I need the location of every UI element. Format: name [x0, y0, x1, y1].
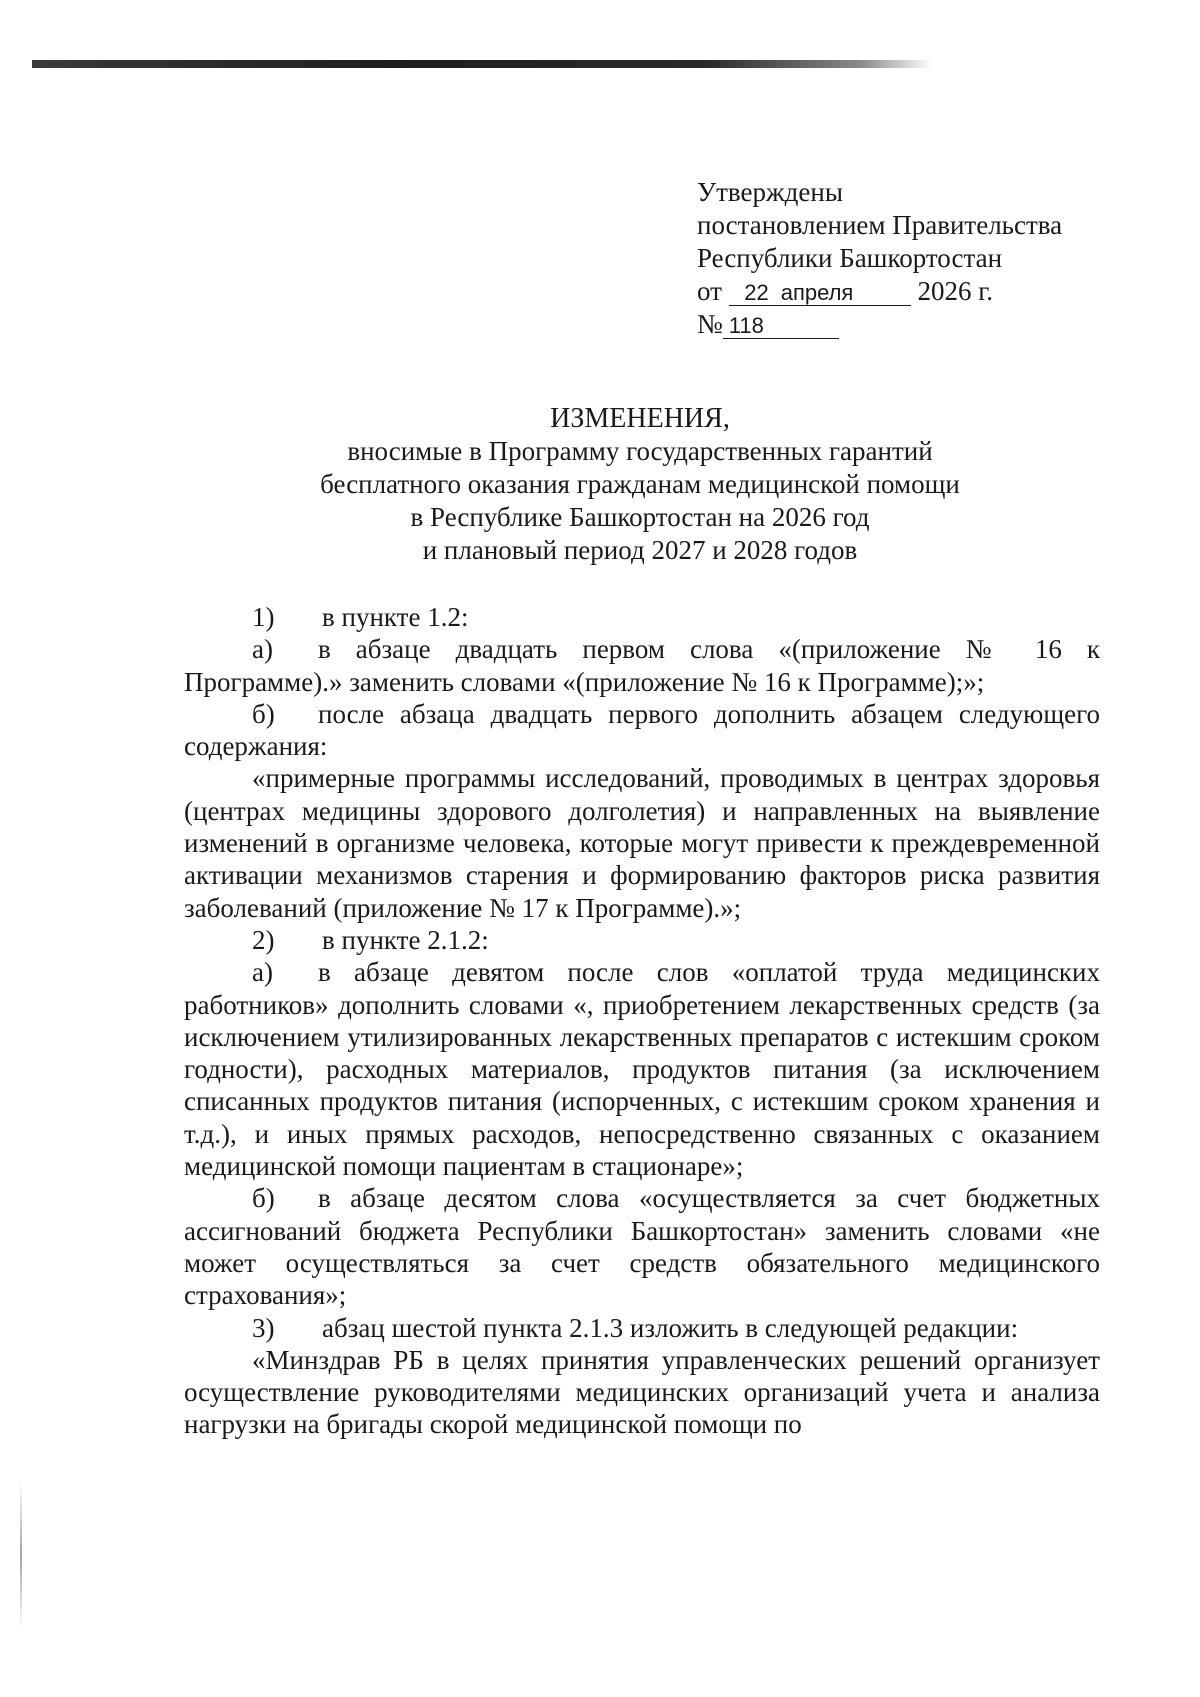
scan-artifact-edge — [20, 1480, 22, 1630]
subitem-text: в абзаце девятом после слов «оплатой труда медицинских работников» дополнить словами «, приобретением лекарственных средств (за исключением утилизированных лекарственных препаратов с истекшим сроком годности), расходных материалов, продуктов питания (за исключением списанных продуктов питания (испорченных, с истекшим сроком хранения и т.д.), и иных прямых расходов, непосредственно связанных с оказанием медицинской помощи пациентам в стационаре»; — [184, 957, 1100, 1182]
approval-date-line — [697, 275, 1137, 308]
document-subtitle-line: вносимые в Программу государственных гарантий — [347, 436, 933, 466]
approval-stamp — [697, 176, 1137, 341]
document-subtitle-line: и плановый период 2027 и 2028 годов — [422, 535, 858, 565]
subitem-text: в абзаце двадцать первом слова «(приложение № 16 к Программе).» заменить словами «(приложение № 16 к Программе);»; — [184, 634, 1100, 697]
item-text: абзац шестой пункта 2.1.3 изложить в следующей редакции: — [322, 1312, 1019, 1343]
item-marker: 1) — [252, 602, 275, 632]
document-body — [184, 601, 1100, 1441]
item-1-b-quote: «примерные программы исследований, проводимых в центрах здоровья (центрах медицины здорового долголетия) и направленных на выявление изменений в организме человека, которые могут привести к преждевременной активации механизмов старения и формированию факторов риска развития заболеваний (приложение № 17 к Программе).»; — [184, 763, 1100, 923]
approval-line-resolution: постановлением Правительства — [697, 210, 1063, 240]
subitem-text: в абзаце десятом слова «осуществляется за счет бюджетных ассигнований бюджета Республики Башкортостан» заменить словами «не может осуществляться за счет средств обязательного медицинского страхования»; — [184, 1183, 1100, 1311]
number-value: 118 — [723, 314, 839, 339]
number-prefix: № — [697, 309, 723, 339]
item-3 — [184, 1312, 1100, 1344]
scan-artifact-bar — [32, 60, 932, 68]
item-marker: 2) — [252, 924, 275, 955]
item-1 — [184, 601, 1100, 633]
approval-number-line — [697, 308, 1137, 341]
item-text: в пункте 2.1.2: — [322, 924, 489, 955]
item-2-b — [184, 1182, 1100, 1311]
date-year: 2026 г. — [917, 276, 993, 306]
subitem-text: после абзаца двадцать первого дополнить абзацем следующего содержания: — [184, 698, 1100, 762]
document-subtitle-line: бесплатного оказания гражданам медицинской помощи — [320, 469, 960, 499]
document-title: ИЗМЕНЕНИЯ, — [550, 403, 730, 434]
date-day: 22 — [729, 281, 775, 306]
item-3-quote: «Минздрав РБ в целях принятия управленческих решений организует осуществление руководителями медицинских организаций учета и анализа нагрузки на бригады скорой медицинской помощи по — [184, 1344, 1100, 1440]
item-1-b — [184, 698, 1100, 763]
document-subtitle-line: в Республике Башкортостан на 2026 год — [410, 502, 870, 532]
subitem-marker: б) — [252, 1183, 275, 1214]
date-prefix: от — [697, 276, 722, 306]
approval-line-republic: Республики Башкортостан — [697, 243, 1003, 273]
item-text: в пункте 1.2: — [322, 602, 469, 632]
date-month: апреля — [775, 281, 911, 306]
subitem-marker: а) — [252, 957, 273, 988]
item-1-a — [184, 633, 1100, 698]
subitem-marker: б) — [252, 698, 275, 729]
subitem-marker: а) — [252, 634, 273, 665]
approval-line-approved: Утверждены — [697, 177, 843, 207]
document-heading — [180, 402, 1100, 567]
item-2 — [184, 924, 1100, 956]
item-2-a — [184, 956, 1100, 1182]
item-marker: 3) — [252, 1312, 275, 1343]
